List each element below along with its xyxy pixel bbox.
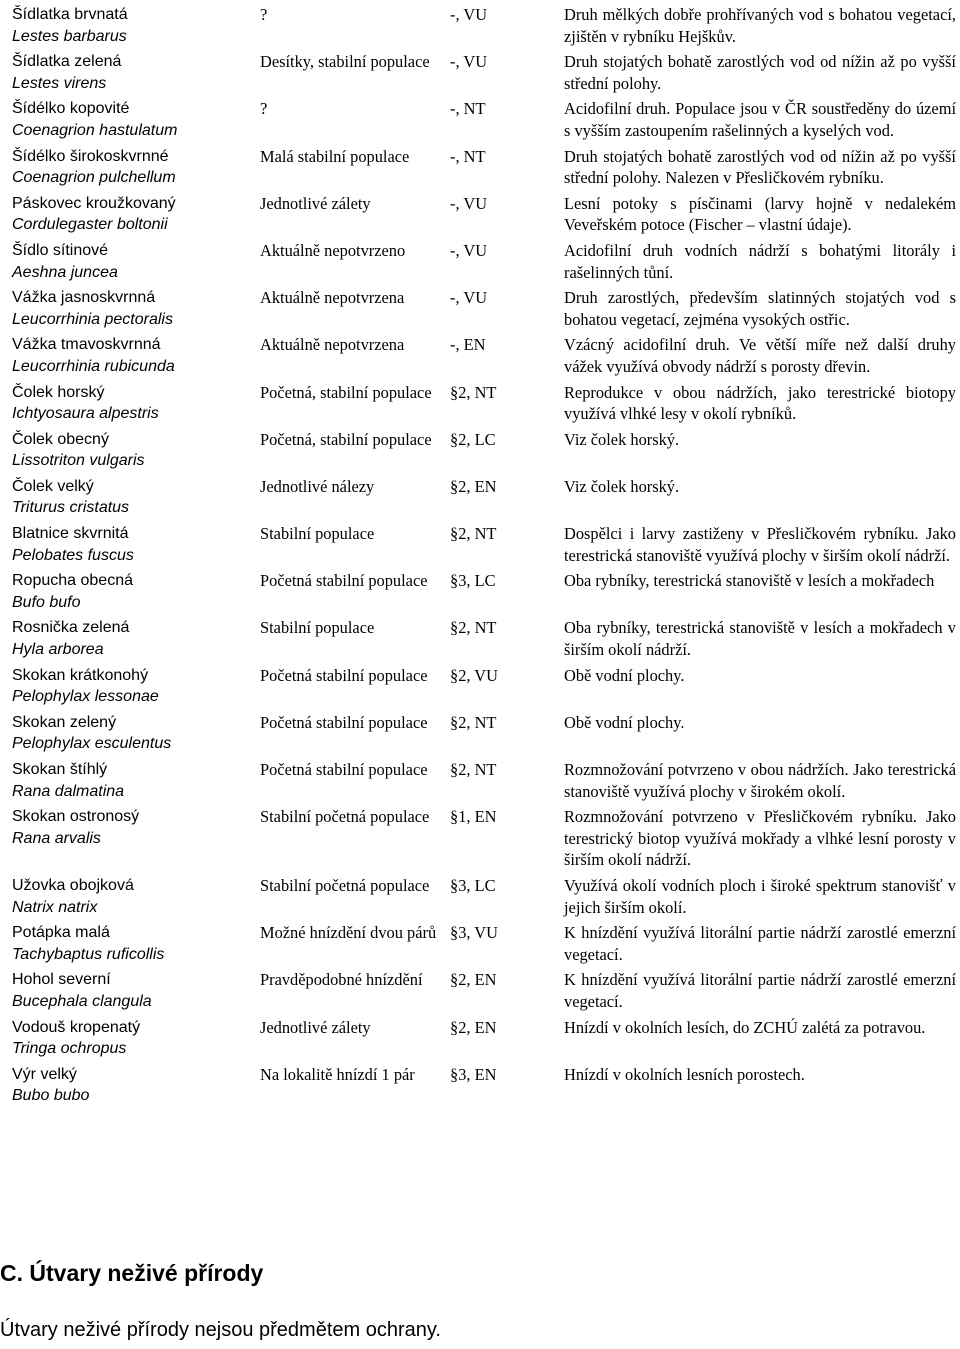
table-row: [12, 661, 956, 708]
species-latin-name: Pelophylax lessonae: [12, 688, 159, 706]
habitat-note-cell: Obě vodní plochy.: [564, 712, 685, 732]
section-text: Útvary neživé přírody nejsou předmětem ochrany.: [0, 1319, 441, 1341]
protection-status-cell: -, VU: [450, 52, 488, 72]
species-czech-name: Šídélko kopovité: [12, 100, 130, 118]
protection-status-cell: §2, NT: [450, 524, 497, 544]
habitat-note-cell: Druh zarostlých, především slatinných stojatých vod s bohatou vegetací, zejména vysokých ostřic.: [564, 288, 956, 329]
protection-status-cell: -, VU: [450, 288, 488, 308]
species-name-cell: [12, 519, 260, 566]
species-name-cell: [12, 755, 260, 802]
species-czech-name: Šídlatka brvnatá: [12, 6, 128, 23]
population-cell: Stabilní populace: [260, 618, 375, 638]
table-row: [12, 283, 956, 330]
table-row: [12, 0, 956, 47]
species-name-cell: [12, 142, 260, 189]
table-body: [12, 0, 956, 1107]
species-czech-name: Skokan zelený: [12, 713, 117, 731]
species-name-cell: [12, 918, 260, 965]
habitat-note-cell: Vzácný acidofilní druh. Ve větší míře než další druhy vážek využívá obvody nádrží s porosty dřevin.: [564, 335, 956, 376]
protection-status-cell: §3, VU: [450, 923, 498, 943]
population-cell: Aktuálně nepotvrzena: [260, 288, 405, 308]
habitat-note-cell: Viz čolek horský.: [564, 476, 680, 496]
species-czech-name: Hohol severní: [12, 971, 111, 989]
habitat-note-cell: K hnízdění využívá litorální partie nádrží zarostlé emerzní vegetací.: [564, 970, 956, 1011]
species-latin-name: Leucorrhinia pectoralis: [12, 310, 173, 328]
population-cell: Na lokalitě hnízdí 1 pár: [260, 1064, 415, 1084]
habitat-note-cell: Rozmnožování potvrzeno v Přesličkovém rybníku. Jako terestrický biotop využívá mokřady a vlhké lesní porosty v širším okolí nádrží.: [564, 807, 956, 870]
species-name-cell: [12, 661, 260, 708]
protection-status-cell: -, NT: [450, 146, 486, 166]
habitat-note-cell: Rozmnožování potvrzeno v obou nádržích. Jako terestrická stanoviště využívá plochy v širokém okolí.: [564, 760, 956, 801]
habitat-note-cell: Dospělci i larvy zastiženy v Přesličkovém rybníku. Jako terestrická stanoviště využívá plochy v širším okolí nádrží.: [564, 524, 956, 565]
species-latin-name: Hyla arborea: [12, 641, 104, 659]
table-row: [12, 918, 956, 965]
species-latin-name: Aeshna juncea: [12, 263, 118, 281]
table-row: [12, 330, 956, 377]
protection-status-cell: §3, LC: [450, 875, 496, 895]
population-cell: Desítky, stabilní populace: [260, 52, 430, 72]
protection-status-cell: §2, EN: [450, 476, 497, 496]
protection-status-cell: -, NT: [450, 99, 486, 119]
population-cell: Početná, stabilní populace: [260, 429, 432, 449]
species-name-cell: [12, 613, 260, 660]
table-row: [12, 425, 956, 472]
protection-status-cell: -, VU: [450, 193, 488, 213]
species-czech-name: Šídlo sítinové: [12, 241, 109, 259]
species-czech-name: Rosnička zelená: [12, 619, 130, 637]
species-latin-name: Tachybaptus ruficollis: [12, 945, 165, 963]
species-name-cell: [12, 1013, 260, 1060]
species-czech-name: Skokan ostronosý: [12, 808, 140, 826]
habitat-note-cell: Acidofilní druh vodních nádrží s bohatými litorály i rašelinných tůní.: [564, 240, 956, 282]
table-row: [12, 236, 956, 283]
table-row: [12, 1060, 956, 1107]
species-name-cell: [12, 802, 260, 871]
protection-status-cell: §2, EN: [450, 1017, 497, 1037]
habitat-note-cell: Oba rybníky, terestrická stanoviště v lesích a mokřadech: [564, 571, 935, 591]
protection-status-cell: -, VU: [450, 5, 488, 24]
species-latin-name: Bucephala clangula: [12, 992, 152, 1010]
table-row: [12, 1013, 956, 1060]
species-czech-name: Skokan štíhlý: [12, 761, 108, 778]
protection-status-cell: §3, LC: [450, 571, 496, 591]
population-cell: Početná stabilní populace: [260, 571, 428, 591]
table-row: [12, 94, 956, 141]
population-cell: ?: [260, 5, 268, 24]
table-row: [12, 519, 956, 566]
species-latin-name: Lestes virens: [12, 74, 107, 92]
species-name-cell: [12, 871, 260, 918]
population-cell: Stabilní početná populace: [260, 807, 430, 827]
species-czech-name: Potápka malá: [12, 924, 110, 942]
species-name-cell: [12, 425, 260, 472]
habitat-note-cell: Reprodukce v obou nádržích, jako terestrické biotopy využívá vlhké lesy v okolí rybníků.: [564, 382, 956, 424]
species-czech-name: Vodouš kropenatý: [12, 1018, 141, 1036]
protection-status-cell: §2, EN: [450, 970, 497, 990]
protection-status-cell: §2, NT: [450, 760, 497, 779]
habitat-note-cell: Druh stojatých bohatě zarostlých vod od nížin až po vyšší střední polohy.: [564, 52, 956, 93]
table-row: [12, 965, 956, 1012]
species-latin-name: Coenagrion hastulatum: [12, 121, 178, 139]
species-czech-name: Šídélko širokoskvrnné: [12, 147, 169, 165]
protection-status-cell: -, VU: [450, 240, 488, 260]
species-table: [12, 0, 956, 1107]
species-latin-name: Cordulegaster boltonii: [12, 216, 168, 234]
protection-status-cell: §2, LC: [450, 429, 496, 449]
species-latin-name: Rana dalmatina: [12, 782, 125, 800]
species-name-cell: [12, 94, 260, 141]
species-name-cell: [12, 283, 260, 330]
species-latin-name: Tringa ochropus: [12, 1040, 127, 1058]
protection-status-cell: §2, NT: [450, 382, 497, 402]
species-name-cell: [12, 47, 260, 94]
species-latin-name: Triturus cristatus: [12, 499, 130, 517]
species-name-cell: [12, 189, 260, 236]
species-latin-name: Pelophylax esculentus: [12, 735, 172, 753]
species-latin-name: Coenagrion pulchellum: [12, 169, 176, 187]
habitat-note-cell: Druh mělkých dobře prohřívaných vod s bohatou vegetací, zjištěn v rybníku Hejškův.: [564, 5, 956, 46]
population-cell: ?: [260, 99, 268, 119]
habitat-note-cell: Druh stojatých bohatě zarostlých vod od nížin až po vyšší střední polohy. Nalezen v Přesličkovém rybníku.: [564, 146, 956, 188]
species-czech-name: Šídlatka zelená: [12, 53, 122, 71]
species-latin-name: Bufo bufo: [12, 593, 81, 611]
habitat-note-cell: Hnízdí v okolních lesích, do ZCHÚ zalétá za potravou.: [564, 1017, 926, 1037]
protection-status-cell: §1, EN: [450, 807, 497, 827]
species-czech-name: Vážka tmavoskvrnná: [12, 336, 161, 354]
species-czech-name: Čolek velký: [12, 477, 94, 495]
habitat-note-cell: Acidofilní druh. Populace jsou v ČR soustředěny do území s vyšším zastoupením rašelinných a kyselých vod.: [564, 99, 956, 140]
table-row: [12, 802, 956, 871]
table-row: [12, 47, 956, 94]
population-cell: Početná stabilní populace: [260, 665, 428, 685]
species-name-cell: [12, 0, 260, 47]
table-row: [12, 472, 956, 519]
table-row: [12, 189, 956, 236]
table-row: [12, 871, 956, 918]
protection-status-cell: §2, NT: [450, 618, 497, 638]
protection-status-cell: §3, EN: [450, 1064, 497, 1084]
table-row: [12, 613, 956, 660]
species-czech-name: Blatnice skvrnitá: [12, 525, 129, 543]
table-row: [12, 378, 956, 425]
species-latin-name: Pelobates fuscus: [12, 546, 134, 564]
species-name-cell: [12, 378, 260, 425]
species-name-cell: [12, 236, 260, 283]
table-row: [12, 566, 956, 613]
protection-status-cell: §2, VU: [450, 665, 498, 685]
species-czech-name: Ropucha obecná: [12, 572, 133, 590]
habitat-note-cell: Lesní potoky s písčinami (larvy hojně v nedalekém Veveřském potoce (Fischer – vlastní údaje).: [564, 193, 956, 235]
population-cell: Pravděpodobné hnízdění: [260, 970, 423, 990]
protection-status-cell: §2, NT: [450, 712, 497, 732]
population-cell: Stabilní početná populace: [260, 875, 430, 895]
species-name-cell: [12, 1060, 260, 1107]
habitat-note-cell: Hnízdí v okolních lesních porostech.: [564, 1064, 805, 1084]
species-latin-name: Natrix natrix: [12, 898, 98, 916]
species-czech-name: Páskovec kroužkovaný: [12, 194, 176, 212]
species-name-cell: [12, 566, 260, 613]
population-cell: Aktuálně nepotvrzena: [260, 335, 405, 355]
table-row: [12, 142, 956, 189]
species-name-cell: [12, 472, 260, 519]
species-latin-name: Lissotriton vulgaris: [12, 452, 145, 470]
population-cell: Stabilní populace: [260, 524, 375, 544]
species-latin-name: Leucorrhinia rubicunda: [12, 357, 175, 375]
species-name-cell: [12, 708, 260, 755]
species-latin-name: Bubo bubo: [12, 1087, 90, 1105]
species-czech-name: Čolek obecný: [12, 430, 109, 448]
section-heading: C. Útvary neživé přírody: [0, 1260, 264, 1286]
population-cell: Jednotlivé nálezy: [260, 476, 375, 496]
population-cell: Početná stabilní populace: [260, 712, 428, 732]
population-cell: Malá stabilní populace: [260, 146, 410, 166]
population-cell: Početná, stabilní populace: [260, 382, 432, 402]
species-latin-name: Lestes barbarus: [12, 27, 127, 45]
species-latin-name: Ichtyosaura alpestris: [12, 405, 159, 423]
table-row: [12, 708, 956, 755]
species-czech-name: Čolek horský: [12, 383, 105, 401]
population-cell: Jednotlivé zálety: [260, 193, 371, 213]
species-latin-name: Rana arvalis: [12, 829, 101, 847]
species-name-cell: [12, 965, 260, 1012]
population-cell: Možné hnízdění dvou párů: [260, 923, 437, 943]
protection-status-cell: -, EN: [450, 335, 486, 355]
population-cell: Aktuálně nepotvrzeno: [260, 240, 406, 260]
habitat-note-cell: Využívá okolí vodních ploch i široké spektrum stanovišť v jejich širším okolí.: [564, 875, 956, 917]
habitat-note-cell: Viz čolek horský.: [564, 429, 680, 449]
table-row: [12, 755, 956, 802]
population-cell: Jednotlivé zálety: [260, 1017, 371, 1037]
population-cell: Početná stabilní populace: [260, 760, 428, 779]
habitat-note-cell: K hnízdění využívá litorální partie nádrží zarostlé emerzní vegetací.: [564, 923, 956, 964]
species-czech-name: Užovka obojková: [12, 876, 134, 894]
habitat-note-cell: Oba rybníky, terestrická stanoviště v lesích a mokřadech v širším okolí nádrží.: [564, 618, 956, 660]
species-name-cell: [12, 330, 260, 377]
species-czech-name: Skokan krátkonohý: [12, 666, 149, 684]
habitat-note-cell: Obě vodní plochy.: [564, 665, 685, 685]
species-czech-name: Vážka jasnoskvrnná: [12, 289, 156, 307]
species-czech-name: Výr velký: [12, 1065, 77, 1083]
